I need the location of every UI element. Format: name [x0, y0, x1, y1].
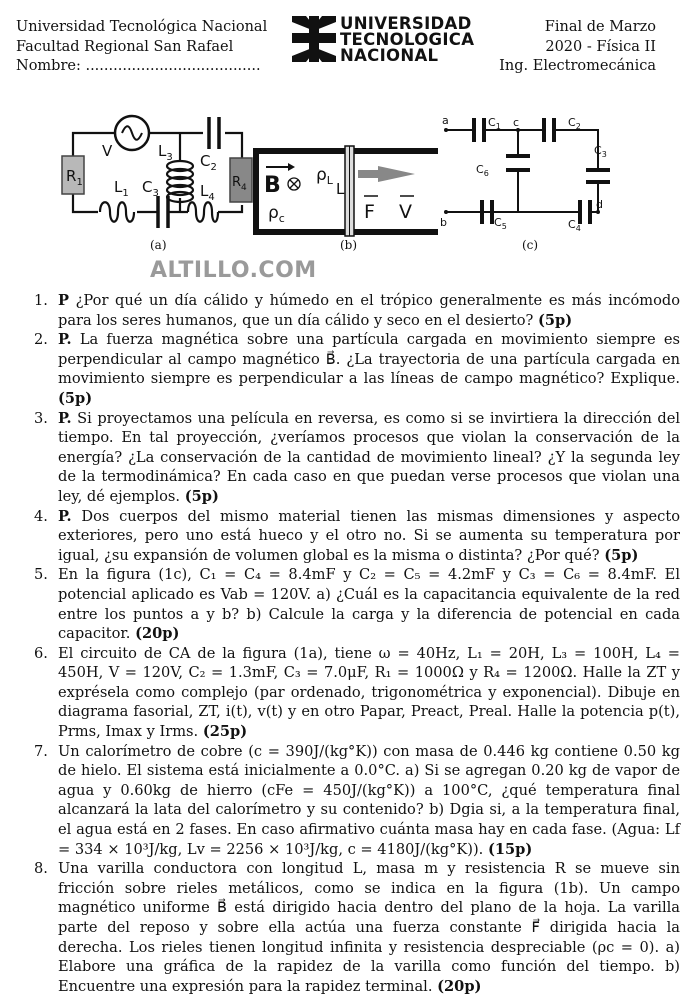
question-item: 2. P. La fuerza magnética sobre una partícula cargada en movimiento siempre es perpendicular al campo magnético B⃗. ¿La trayectoria de una partícula cargada en movimiento siempre es perpendicular a las líneas de campo magnético? Explique. (5p)	[34, 331, 680, 407]
fig-b-length-label: L	[336, 180, 345, 198]
fig-a-r1-label: $R_1$	[66, 167, 83, 188]
utn-logo	[292, 16, 492, 66]
figure-b-caption: (b)	[340, 238, 358, 252]
figure-b-sliding-rod	[250, 100, 440, 240]
utn-logo-icon	[292, 16, 336, 62]
question-item: 6. El circuito de CA de la figura (1a), tiene ω = 40Hz, L₁ = 20H, L₃ = 100H, L₄ = 450H, V = 120V, C₂ = 1.3mF, C₃ = 7.0μF, R₁ = 1000Ω y R₄ = 1200Ω. Halle la ZT y exprésela como complejo (par ordenado, trigonométrica y exponencial). Dibuje en diagrama fasorial, ZT, i(t), v(t) y en otro Papar, Preact, Preal. Halle la potencia p(t), Prms, Imax y Irms. (25p)	[34, 644, 680, 741]
fig-c-node-d-label: d	[596, 198, 603, 211]
faculty-name: Facultad Regional San Rafael	[16, 38, 234, 55]
fig-b-rho-c-label: $\rho_c$	[268, 203, 285, 225]
header-right	[499, 18, 656, 77]
fig-c-c2-label: $C_2$	[568, 116, 581, 131]
figure-c-caption: (c)	[522, 238, 539, 252]
fig-a-l3-label: $L_3$	[158, 142, 173, 163]
fig-b-velocity-label: V	[399, 201, 412, 223]
fig-c-c6-label: $C_6$	[476, 163, 489, 178]
student-name-field: Nombre: ......................................	[16, 58, 261, 74]
fig-a-r4-label: $R_4$	[232, 175, 247, 193]
fig-a-v-label: V	[102, 142, 113, 160]
fig-c-c3-label: $C_3$	[594, 144, 607, 159]
fig-a-l1-label: $L_1$	[114, 178, 129, 199]
fig-b-b-label: B	[264, 173, 281, 198]
fig-b-force-label: F	[364, 201, 375, 223]
fig-a-l4-label: $L_4$	[200, 182, 215, 203]
exam-subject: 2020 - Física II	[545, 38, 656, 55]
fig-a-c3-label: $C_3$	[142, 178, 159, 199]
question-item: 8. Una varilla conductora con longitud L, masa m y resistencia R se mueve sin fricción sobre rieles metálicos, como se indica en la figura (1b). Un campo magnético uniforme B⃗ está dirigido hacia dentro del plano de la hoja. La varilla parte del reposo y sobre ella actúa una fuerza constante F⃗ dirigida hacia la derecha. Los rieles tienen longitud infinita y resistencia despreciable (ρc = 0). a) Elabore una gráfica de la rapidez de la varilla como función del tiempo. b) Encuentre una expresión para la rapidez terminal. (20p)	[34, 860, 680, 995]
fig-c-c4-label: $C_4$	[568, 218, 581, 233]
fig-b-rho-l-label: $\rho_L$	[316, 165, 333, 187]
question-item: 7. Un calorímetro de cobre (c = 390J/(kg°K)) con masa de 0.446 kg contiene 0.50 kg de hielo. El sistema está inicialmente a 0.0°C. a) Si se agregan 0.20 kg de vapor de agua y 0.60kg de hierro (cFe = 450J/(kg°K)) a 100°C, ¿qué temperatura final alcanzará la lata del calorímetro y su contenido? b) Dgia si, a la temperatura final, el agua está en 2 fases. En caso afirmativo cuánta masa hay en cada fase. (Agua: Lf = 334 × 10³J/kg, Lv = 2256 × 10³J/kg, c = 4180J/(kg°K)). (15p)	[34, 742, 680, 858]
question-list	[20, 291, 680, 996]
watermark: ALTILLO.COM	[150, 258, 317, 283]
fig-c-c5-label: $C_5$	[494, 216, 507, 231]
question-item: 4. P. Dos cuerpos del mismo material tienen las mismas dimensiones y aspecto exteriores, pero uno está hueco y el otro no. Si se aumenta su temperatura por igual, ¿su expansión de volumen global es la misma o distinta? ¿Por qué? (5p)	[34, 507, 680, 564]
figure-a-caption: (a)	[150, 238, 167, 252]
fig-c-c1-label: $C_1$	[488, 116, 501, 131]
figure-c-capacitor-network	[440, 100, 620, 240]
question-item: 5. En la figura (1c), C₁ = C₄ = 8.4mF y C₂ = C₅ = 4.2mF y C₃ = C₆ = 8.4mF. El potencial aplicado es Vab = 120V. a) ¿Cuál es la capacitancia equivalente de la red entre los puntos a y b? b) Calcule la carga y la diferencia de potencial en cada capacitor. (20p)	[34, 566, 680, 643]
fig-c-node-b-label: b	[440, 216, 447, 229]
fig-c-node-a-label: a	[442, 114, 449, 127]
question-item: 1. P ¿Por qué un día cálido y húmedo en el trópico generalmente es más incómodo para los seres humanos, que un día cálido y seco en el desierto? (5p)	[34, 292, 680, 329]
logo-text: UNIVERSIDAD TECNOLOGICA NACIONAL	[340, 14, 475, 65]
question-item: 3. P. Si proyectamos una película en reversa, es como si se invirtiera la dirección del tiempo. En tal proyección, ¿veríamos procesos que violan la conservación de la energía? ¿La conservación de la cantidad de movimiento lineal? ¿Y la segunda ley de la termodinámica? En cada caso en que puedan verse procesos que violan una ley, dé ejemplos. (5p)	[34, 409, 680, 505]
figure-a-ac-circuit	[60, 100, 260, 240]
fig-a-c2-label: $C_2$	[200, 152, 217, 173]
fig-c-node-c-label: c	[513, 116, 520, 129]
exam-title: Final de Marzo	[544, 19, 656, 35]
header-left	[16, 18, 267, 77]
university-name: Universidad Tecnológica Nacional	[16, 19, 268, 35]
career-name: Ing. Electromecánica	[499, 58, 656, 74]
